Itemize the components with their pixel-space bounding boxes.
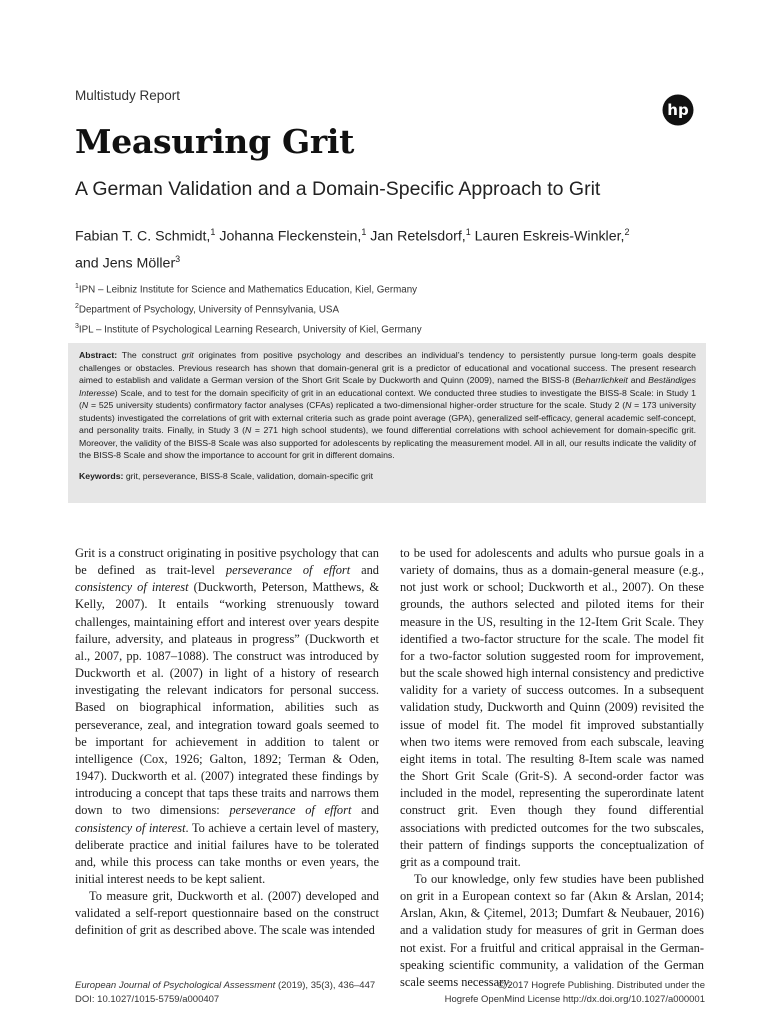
abstract-label: Abstract:	[79, 350, 118, 360]
author-name: Jens Möller	[102, 255, 176, 272]
author-name: Fabian T. C. Schmidt,	[75, 228, 211, 245]
keywords-label: Keywords:	[79, 470, 124, 481]
footer-citation	[75, 979, 375, 1007]
logo-letters: hp	[667, 101, 689, 119]
author-affiliation-mark: 1	[361, 227, 367, 237]
journal-citation: (2019), 35(3), 436–447	[275, 980, 376, 991]
affiliation-text: IPN – Leibniz Institute for Science and Mathematics Education, Kiel, Germany	[78, 284, 418, 296]
license-line: Hogrefe OpenMind License http://dx.doi.org/10.1027/a000001	[444, 994, 705, 1005]
affiliation-text: Department of Psychology, University of Pennsylvania, USA	[78, 304, 340, 316]
author-name: Lauren Eskreis-Winkler,	[474, 228, 625, 245]
author-name: Jan Retelsdorf,	[370, 228, 466, 245]
body-column-left	[75, 545, 379, 940]
body-paragraph-continued: to be used for adolescents and adults who pursue goals in a variety of domains, thus as a domain-general measure (e.g., not just work or school; Duckworth et al., 2007). On these grounds, the authors selected and piloted items for their measure in the US, resulting in the 12-Item Grit Scale. They identified a two-factor structure for the scale. The model fit for a two-factor solution suggested room for improvement, but the scale showed high internal consistency and predictive validity for a variety of success outcomes. In a subsequent validation study, Duckworth and Quinn (2009) revisited the issue of model fit. The model fit improved substantially when two items were removed from each subscale, leaving eight items in total. The resulting 8-Item scale was named the Short Grit Scale (Grit-S). A second-order factor was included in the model, representing the superordinate latent construct grit. Even though they found differential associations with predicted outcomes for the two subscales, their pattern of findings supports the conceptualization of grit as a compound trait.	[400, 546, 704, 869]
affiliation-mark: 3	[75, 322, 79, 330]
author-affiliation-mark: 1	[465, 227, 471, 237]
keywords	[79, 470, 696, 483]
affiliations	[75, 279, 422, 338]
author-affiliation-mark: 2	[624, 227, 630, 237]
body-paragraph: To our knowledge, only few studies have been published on grit in a European context so far (Akın & Arslan, 2014; Arslan, Akın, & Çitemel, 2013; Dumfart & Neubauer, 2016) and a validation study for measures of grit in German does not exist. For a fruitful and critical appraisal in the German-speaking scientific community, a validation of the German scale seems necessary.	[400, 871, 704, 989]
abstract-box	[68, 343, 706, 503]
abstract-text: Abstract: The construct grit originates from positive psychology and describes an individual’s tendency to persistently pursue long-term goals despite challenges or obstacles. Previous research has shown that domain-general grit is a predictor of educational and vocational success. The present research aimed to establish and validate a German version of the Short Grit Scale by Duckworth and Quinn (2009), named the BISS-8 (Beharrlichkeit and Beständiges Interesse) Scale, and to test for the domain specificity of grit in an educational context. We conducted three studies to investigate the BISS-8 Scale: in Study 1 (N = 525 university students) confirmatory factor analyses (CFAs) replicated a two-dimensional higher-order structure for the scale. Study 2 (N = 173 university students) investigated the correlations of grit with external criteria such as grade point average (GPA), generalized self-efficacy, general academic self-concept, and personality traits. Finally, in Study 3 (N = 271 high school students), we found differential correlations with school achievement for domain-specific grit. Moreover, the validity of the BISS-8 Scale was also supported for adolescents by replicating the measurement model. All in all, our results indicate the validity of the BISS-8 Scale and show the importance to account for grit in different domains.	[79, 350, 696, 460]
body-paragraph: To measure grit, Duckworth et al. (2007) developed and validated a self-report questionnaire based on the construct definition of grit as described above. The scale was intended	[75, 889, 379, 938]
article-title: Measuring Grit	[75, 122, 355, 161]
author-affiliation-mark: 1	[210, 227, 216, 237]
author-conjunction: and	[75, 255, 99, 272]
article-subtitle: A German Validation and a Domain-Specific Approach to Grit	[75, 178, 601, 200]
author-affiliation-mark: 3	[175, 253, 181, 264]
doi: DOI: 10.1027/1015-5759/a000407	[75, 994, 220, 1005]
keywords-text: grit, perseverance, BISS-8 Scale, validation, domain-specific grit	[125, 470, 374, 481]
affiliation-line	[75, 279, 422, 299]
copyright-line: © 2017 Hogrefe Publishing. Distributed under the	[497, 980, 705, 991]
affiliation-mark: 2	[75, 302, 79, 310]
affiliation-line	[75, 319, 422, 339]
body-column-right	[400, 545, 704, 991]
author-list	[75, 221, 715, 274]
affiliation-mark: 1	[75, 283, 79, 290]
footer-copyright	[445, 979, 705, 1007]
affiliation-line	[75, 299, 422, 319]
publisher-logo-icon	[662, 94, 694, 126]
body-paragraph: Grit is a construct originating in positive psychology that can be defined as trait-level perseverance of effort and consistency of interest (Duckworth, Peterson, Matthews, & Kelly, 2007). It entails “working strenuously toward challenges, maintaining effort and interest over years despite failure, adversity, and plateaus in progress” (Duckworth et al., 2007, pp. 1087–1088). The construct was introduced by Duckworth et al. (2007) in light of a history of research investigating the relevant indicators for personal success. Based on biographical information, abilities such as perseverance, zeal, and integration toward goals seemed to be important for achievement in addition to talent or intelligence (Cox, 1926; Galton, 1892; Terman & Oden, 1947). Duckworth et al. (2007) integrated these findings by introducing a concept that taps these traits and narrows them down to two dimensions: perseverance of effort and consistency of interest. To achieve a certain level of mastery, deliberate practice and initial failures have to be tolerated and, while this process can take months or even years, the initial interest needs to be kept salient.	[75, 546, 380, 886]
author-name: Johanna Fleckenstein,	[219, 228, 362, 245]
journal-name: European Journal of Psychological Assessment	[75, 980, 276, 991]
affiliation-text: IPL – Institute of Psychological Learning Research, University of Kiel, Germany	[78, 323, 422, 335]
article-type-label: Multistudy Report	[75, 88, 181, 103]
